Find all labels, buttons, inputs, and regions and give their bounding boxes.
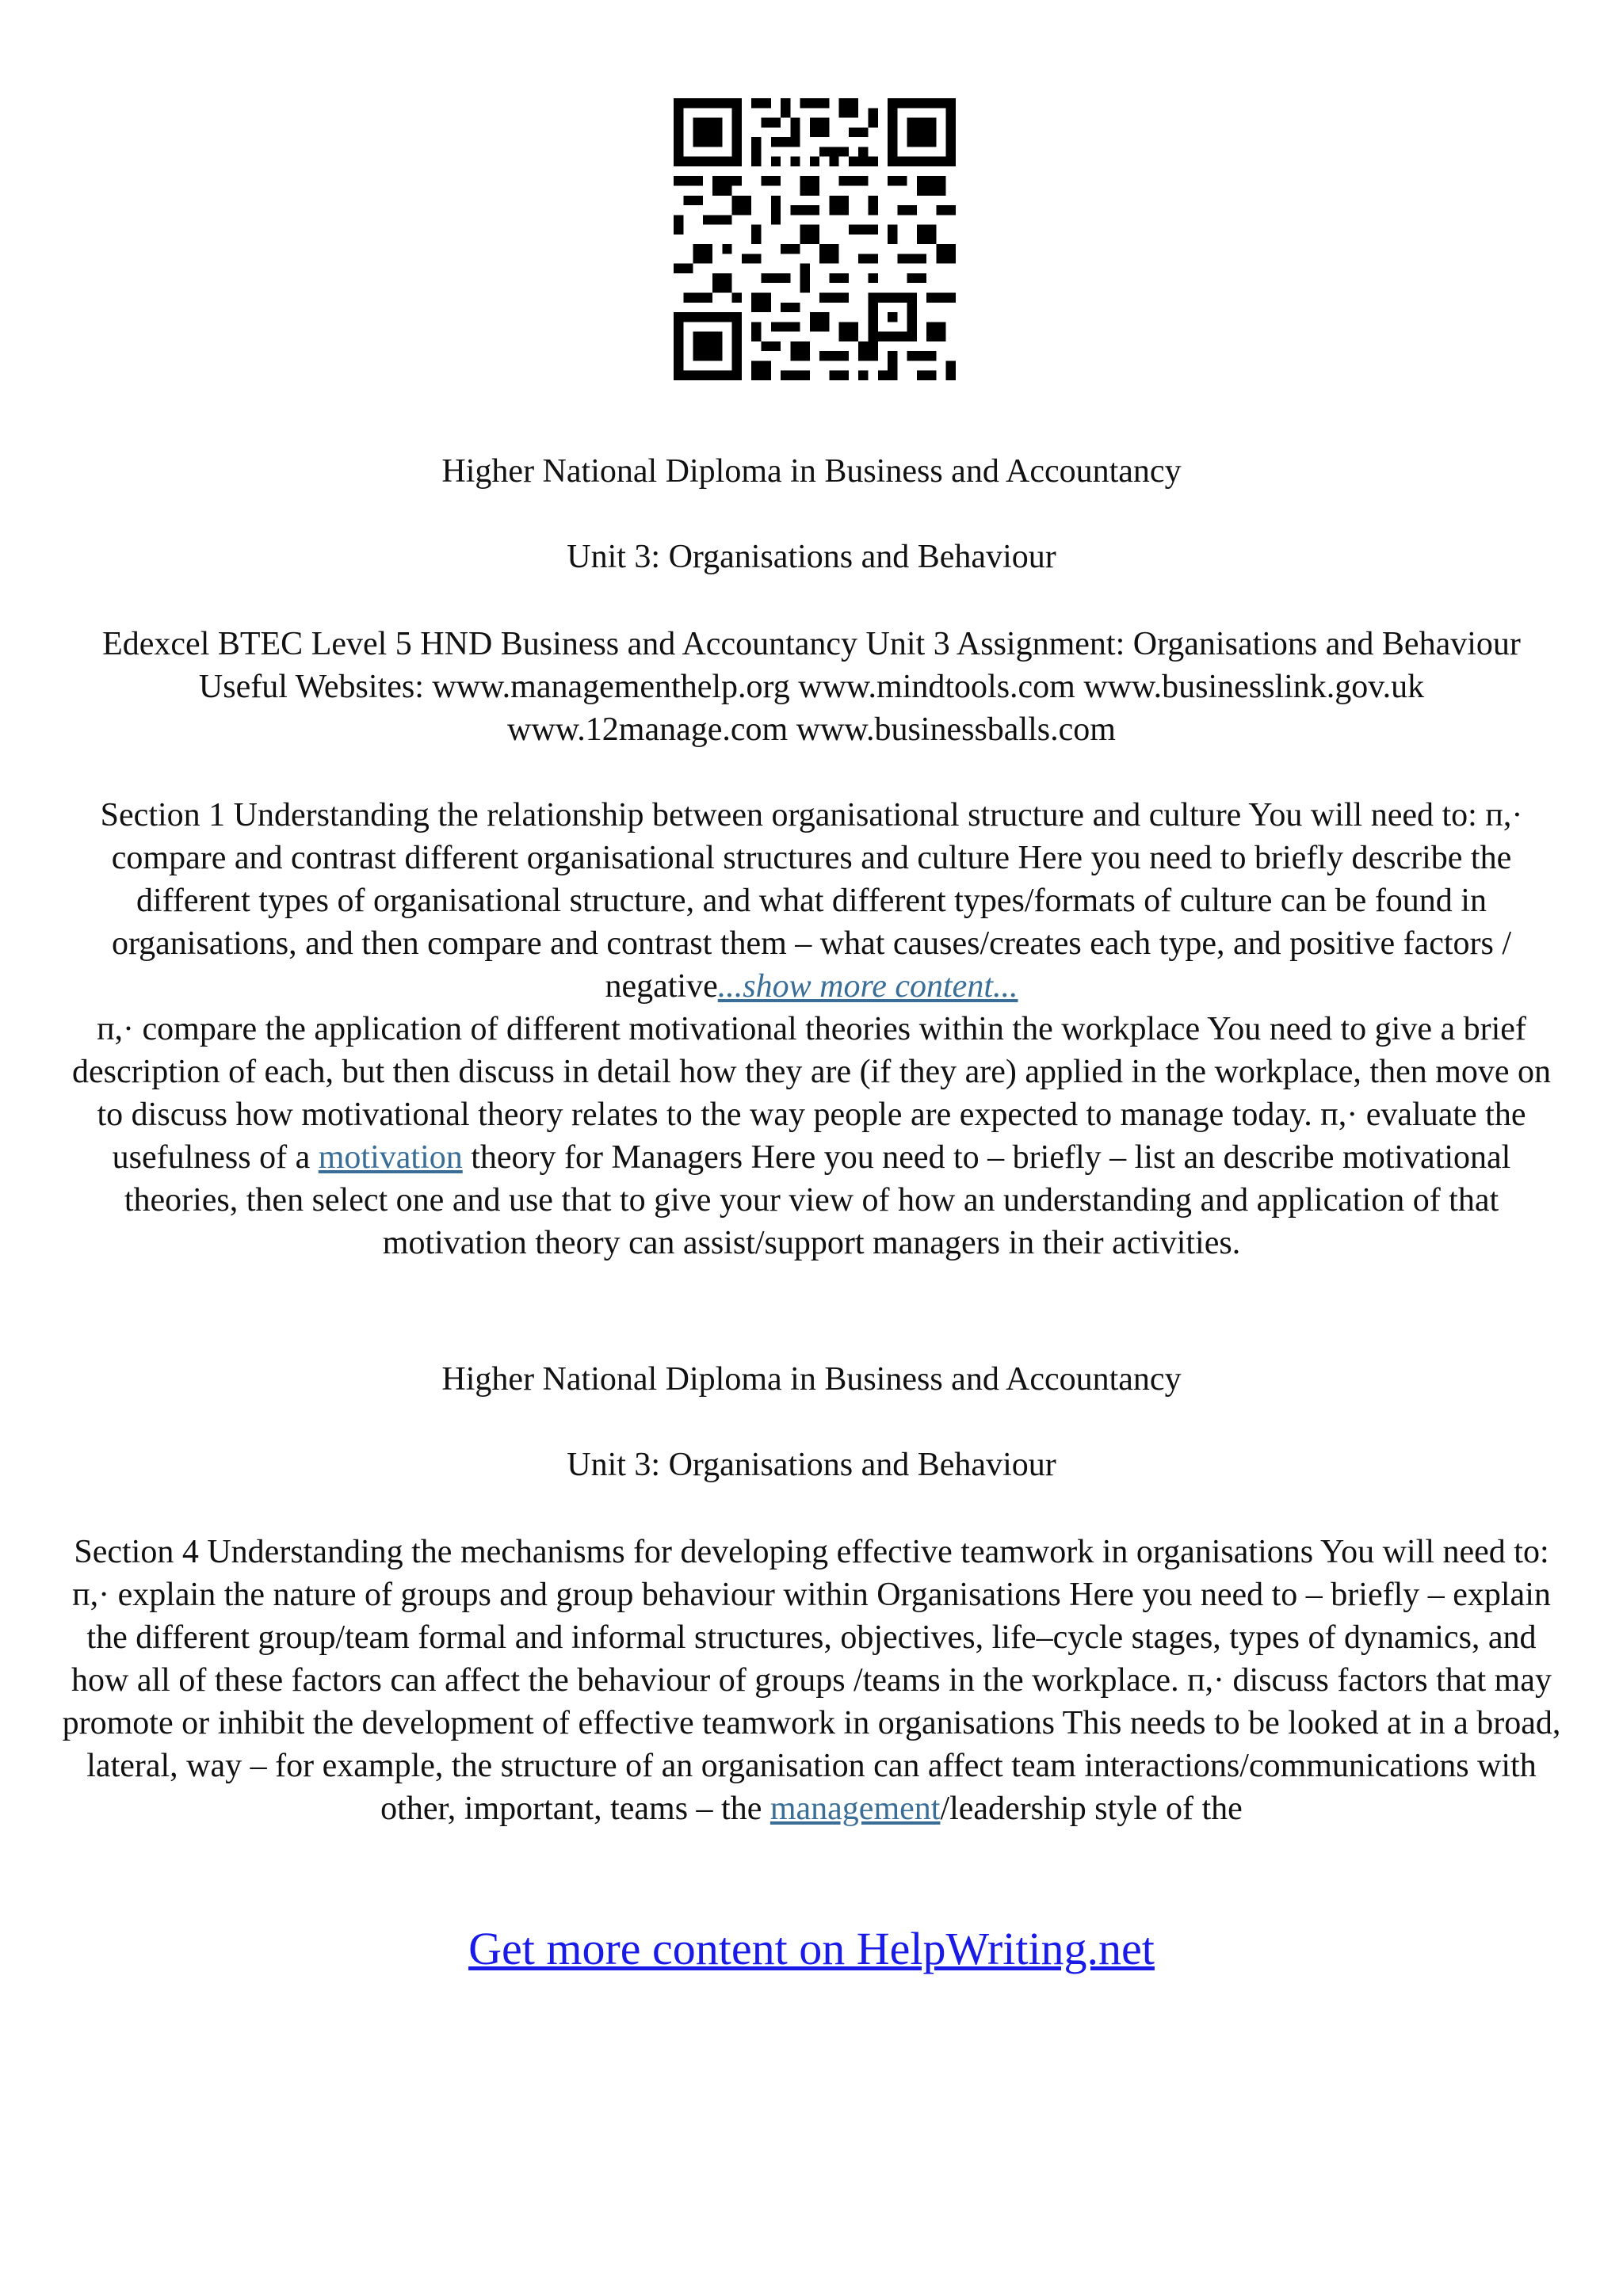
section-2-text-after: theory for Managers Here you need to – briefly – list an describe motivational theories, then select one and use that to give your view of how an understanding and application of that motivation theory can assist/support managers in their activities.: [124, 1139, 1511, 1261]
section-4-text-before: Section 4 Understanding the mechanisms for developing effective teamwork in organisations You will need to: п,· explain the nature of groups and group behaviour within Organisations Here you need to – briefly – explain the different group/team formal and informal structures, objectives, life–cycle stages, types of dynamics, and how all of these factors can affect the behaviour of groups /teams in the workplace. п,· discuss factors that may promote or inhibit the development of effective teamwork in organisations This needs to be looked at in a broad, lateral, way – for example, the structure of an organisation can affect team interactions/communications with other, important, teams – the: [62, 1534, 1561, 1827]
qr-code-icon: [674, 98, 956, 380]
get-more-content-link[interactable]: Get more content on HelpWriting.net: [468, 1923, 1155, 1974]
section-1-paragraph: [55, 794, 1568, 1264]
section-4-paragraph: [55, 1531, 1568, 1830]
motivation-link[interactable]: motivation: [318, 1139, 463, 1176]
doc-title: Higher National Diploma in Business and Accountancy: [441, 453, 1182, 490]
unit-title: Unit 3: Organisations and Behaviour: [567, 539, 1056, 575]
section-4-text-after: /leadership style of the: [940, 1791, 1243, 1827]
intro-paragraph: Edexcel BTEC Level 5 HND Business and Accountancy Unit 3 Assignment: Organisations and Behaviour Useful Websites: www.managementhelp.org www.mindtools.com www.businesslink.gov.uk www.12manage.com www.businessballs.com: [102, 626, 1521, 748]
section-2-text-before: п,· compare the application of different motivational theories within the workplace You need to give a brief description of each, but then discuss in detail how they are (if they are) applied in the workplace, then move on to discuss how motivational theory relates to the way people are expected to manage today. п,· evaluate the usefulness of a: [71, 1011, 1552, 1176]
section-1-text: Section 1 Understanding the relationship between organisational structure and culture You will need to: п,· compare and contrast different organisational structures and culture Here you need to briefly describe the different types of organisational structure, and what different types/formats of culture can be found in organisations, and then compare and contrast them – what causes/creates each type, and positive factors / negative: [100, 797, 1523, 1005]
repeat-unit-title: Unit 3: Organisations and Behaviour: [567, 1447, 1056, 1483]
management-link[interactable]: management: [769, 1791, 941, 1827]
show-more-link[interactable]: ...show more content...: [717, 968, 1018, 1005]
repeat-doc-title: Higher National Diploma in Business and Accountancy: [441, 1361, 1182, 1398]
cta-paragraph: [55, 1920, 1568, 1978]
